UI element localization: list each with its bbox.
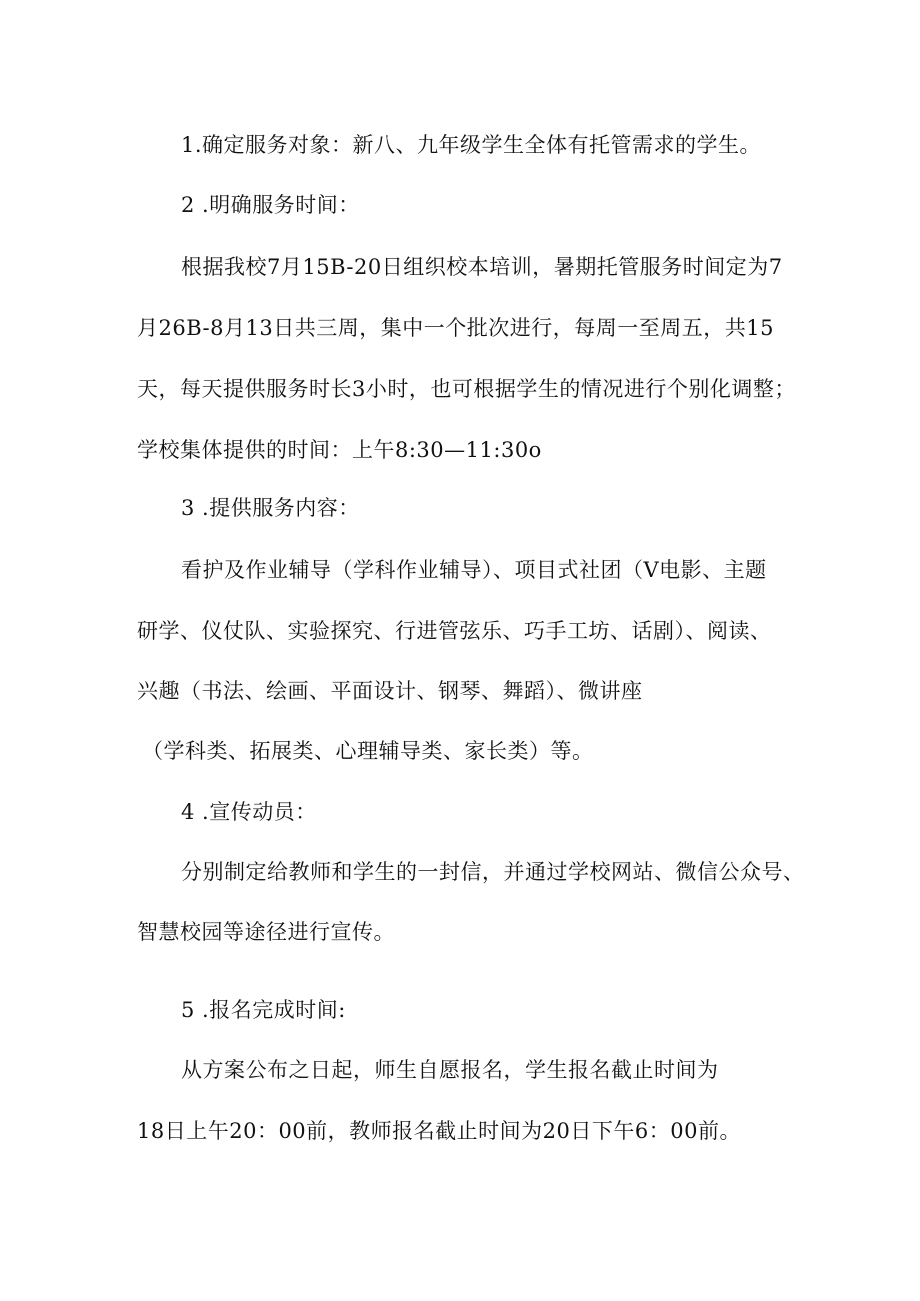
paragraph-line: 月26B-8月13日共三周，集中一个批次进行，每周一至周五，共15 (137, 316, 774, 340)
paragraph-line: 学校集体提供的时间：上午8:30—11:30o (137, 438, 542, 462)
paragraph-line: 从方案公布之日起，师生自愿报名，学生报名截止时间为 (181, 1058, 719, 1082)
paragraph-line: （学科类、拓展类、心理辅导类、家长类）等。 (142, 739, 594, 763)
item-3-heading: 3 .提供服务内容： (181, 496, 360, 520)
paragraph-line: 天，每天提供服务时长3小时，也可根据学生的情况进行个别化调整； (137, 377, 796, 401)
paragraph-line: 根据我校7月15B-20日组织校本培训，暑期托管服务时间定为7 (181, 255, 783, 279)
item-2-heading: 2 .明确服务时间： (181, 193, 360, 217)
paragraph-line: 智慧校园等途径进行宣传。 (137, 920, 395, 944)
paragraph-line: 研学、仪仗队、实验探究、行进管弦乐、巧手工坊、话剧）、阅读、 (137, 619, 772, 643)
paragraph-line: 看护及作业辅导（学科作业辅导）、项目式社团（V电影、主题 (181, 558, 767, 582)
paragraph-line: 分别制定给教师和学生的一封信，并通过学校网站、微信公众号、 (181, 860, 805, 884)
paragraph-line: 18日上午20：00前，教师报名截止时间为20日下午6：00前。 (137, 1119, 741, 1143)
item-4-heading: 4 .宣传动员： (181, 800, 317, 824)
paragraph-line: 兴趣（书法、绘画、平面设计、钢琴、舞蹈）、微讲座 (137, 679, 643, 703)
item-1-service-target: 1.确定服务对象：新八、九年级学生全体有托管需求的学生。 (181, 133, 762, 157)
item-5-heading: 5 .报名完成时间: (181, 998, 346, 1022)
